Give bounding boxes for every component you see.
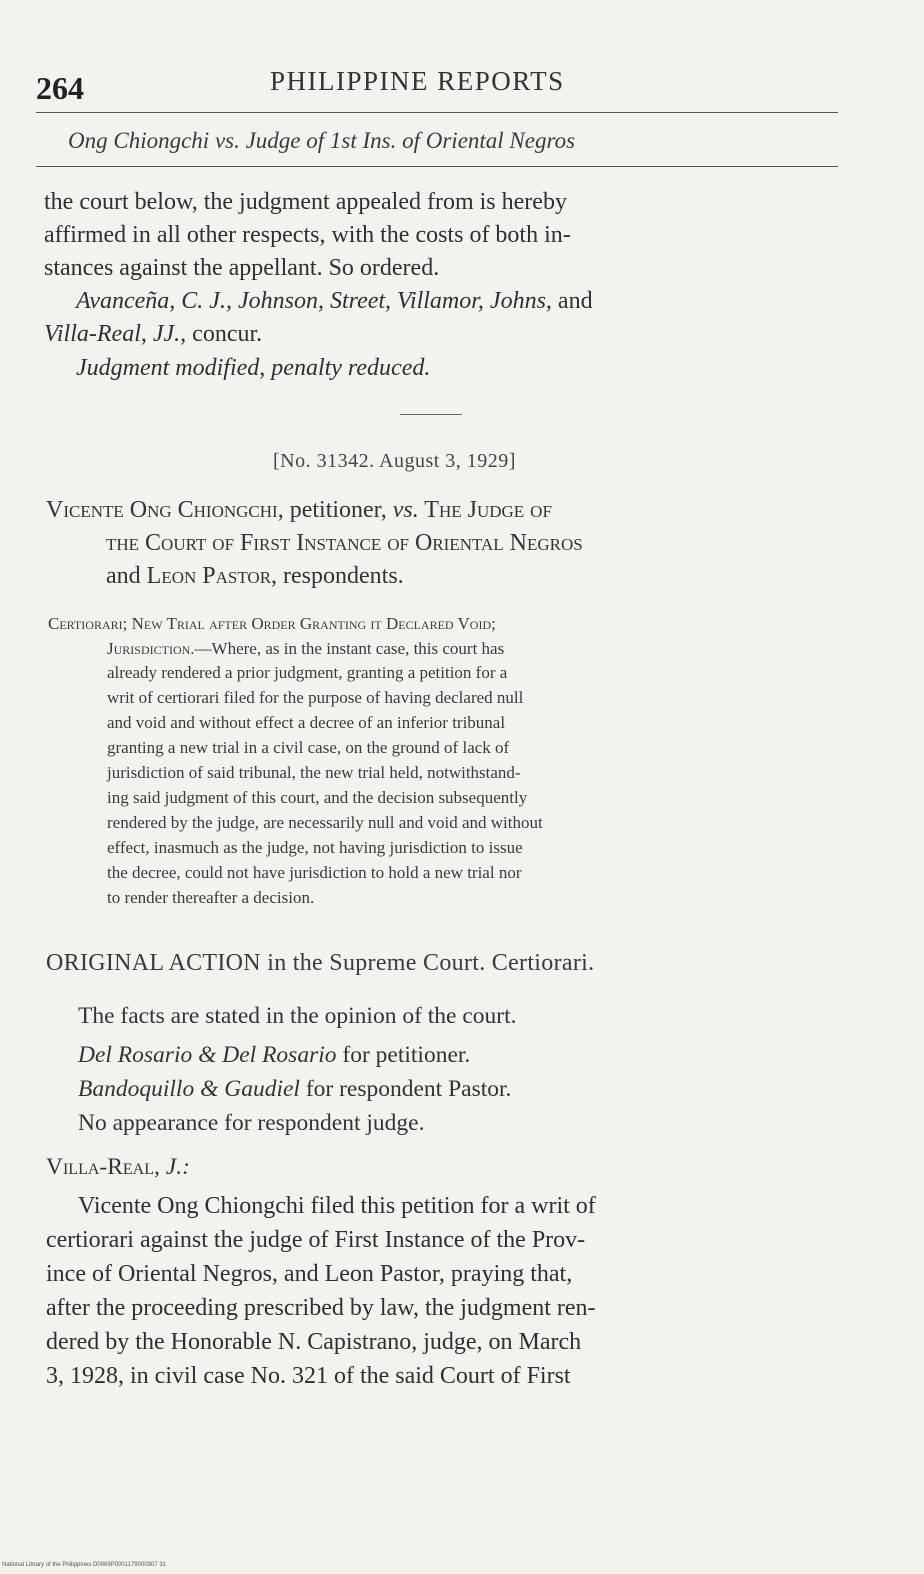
concurring-line — [76, 285, 593, 318]
running-head: PHILIPPINE REPORTS — [270, 66, 565, 96]
no-appearance-text: No appearance for respondent judge. — [78, 1110, 425, 1136]
counsel-role: for respondent Pastor. — [299, 1076, 512, 1102]
opinion-author — [46, 1154, 190, 1181]
prior-case-line: stances against the appellant. So ordered. — [44, 255, 440, 281]
syllabus-heading — [48, 612, 496, 636]
counsel-name: Del Rosario & Del Rosario — [78, 1042, 337, 1068]
syllabus-line — [107, 637, 504, 661]
no-appearance — [78, 1110, 424, 1137]
concurring-and: and — [557, 288, 593, 314]
author-suffix: J.: — [159, 1154, 190, 1180]
facts-statement: The facts are stated in the opinion of the court. — [78, 1003, 517, 1029]
petitioner-role: , petitioner, — [277, 497, 393, 523]
disposition: Judgment modified, penalty reduced. — [76, 355, 431, 381]
syllabus-line: already rendered a prior judgment, granting a petition for a — [107, 663, 508, 682]
versus: vs. — [392, 497, 419, 523]
opinion-line: Vicente Ong Chiongchi filed this petition for a writ of — [78, 1193, 596, 1219]
parties-line-3 — [106, 560, 404, 593]
opinion-line: dered by the Honorable N. Capistrano, judge, on March — [46, 1329, 582, 1355]
syllabus-heading-2: Jurisdiction. — [107, 639, 195, 658]
syllabus-line: ing said judgment of this court, and the decision subsequently — [107, 788, 528, 807]
author-name: Villa-Real, — [46, 1154, 160, 1180]
syllabus-line: the decree, could not have jurisdiction to hold a new trial nor — [107, 863, 522, 882]
syllabus-line: effect, inasmuch as the judge, not having jurisdiction to issue — [107, 838, 523, 857]
header-rule-top — [36, 112, 838, 113]
syllabus-line: and void and without effect a decree of an inferior tribunal — [107, 713, 506, 732]
syllabus-line: to render thereafter a decision. — [107, 888, 315, 907]
and-word: and — [106, 563, 147, 589]
concurring-justices-2: Villa-Real, JJ., — [44, 321, 187, 347]
syllabus-heading-1: Certiorari; New Trial after Order Granting it Declared Void; — [48, 614, 496, 633]
counsel-respondent — [78, 1076, 511, 1103]
scan-footer: National Library of the Philippines D0069P0001179000307 31 — [2, 1562, 167, 1568]
respondent-judge-a: The Judge of — [418, 497, 552, 523]
syllabus-line: jurisdiction of said tribunal, the new trial held, notwithstand- — [107, 763, 521, 782]
counsel-name: Bandoquillo & Gaudiel — [78, 1076, 300, 1102]
case-title-header: Ong Chiongchi vs. Judge of 1st Ins. of Oriental Negros — [68, 128, 576, 153]
parties-line-2 — [106, 527, 583, 560]
concurring-line-2 — [44, 318, 262, 351]
petitioner-name: Vicente Ong Chiongchi — [46, 497, 278, 523]
counsel-role: for petitioner. — [336, 1042, 471, 1068]
concurring-justices: Avanceña, C. J., Johnson, Street, Villamor, Johns, — [76, 288, 552, 314]
respondent-judge-b: the Court of First Instance of Oriental Negros — [106, 530, 583, 556]
opinion-line: ince of Oriental Negros, and Leon Pastor, praying that, — [46, 1261, 573, 1287]
prior-case-line: the court below, the judgment appealed from is hereby — [44, 189, 567, 215]
opinion-line: certiorari against the judge of First Instance of the Prov- — [46, 1227, 586, 1253]
opinion-line: 3, 1928, in civil case No. 321 of the said Court of First — [46, 1363, 571, 1389]
prior-case-line: affirmed in all other respects, with the costs of both in- — [44, 222, 571, 248]
original-action: ORIGINAL ACTION in the Supreme Court. Certiorari. — [46, 950, 595, 976]
syllabus-line: writ of certiorari filed for the purpose of having declared null — [107, 688, 524, 707]
concur-word: concur. — [192, 321, 263, 347]
respondent-pastor: Leon Pastor — [146, 563, 272, 589]
page-number: 264 — [36, 70, 84, 106]
respondent-role: , respondents. — [271, 563, 404, 589]
section-divider — [400, 414, 462, 415]
syllabus-line: granting a new trial in a civil case, on the ground of lack of — [107, 738, 510, 757]
header-rule-bottom — [36, 166, 838, 167]
syllabus-line: rendered by the judge, are necessarily null and void and without — [107, 813, 543, 832]
parties-line-1 — [46, 494, 552, 527]
docket-number: [No. 31342. August 3, 1929] — [273, 450, 516, 472]
counsel-petitioner — [78, 1042, 470, 1069]
syllabus-line-1-rest: —Where, as in the instant case, this court has — [194, 639, 505, 658]
opinion-line: after the proceeding prescribed by law, the judgment ren- — [46, 1295, 596, 1321]
